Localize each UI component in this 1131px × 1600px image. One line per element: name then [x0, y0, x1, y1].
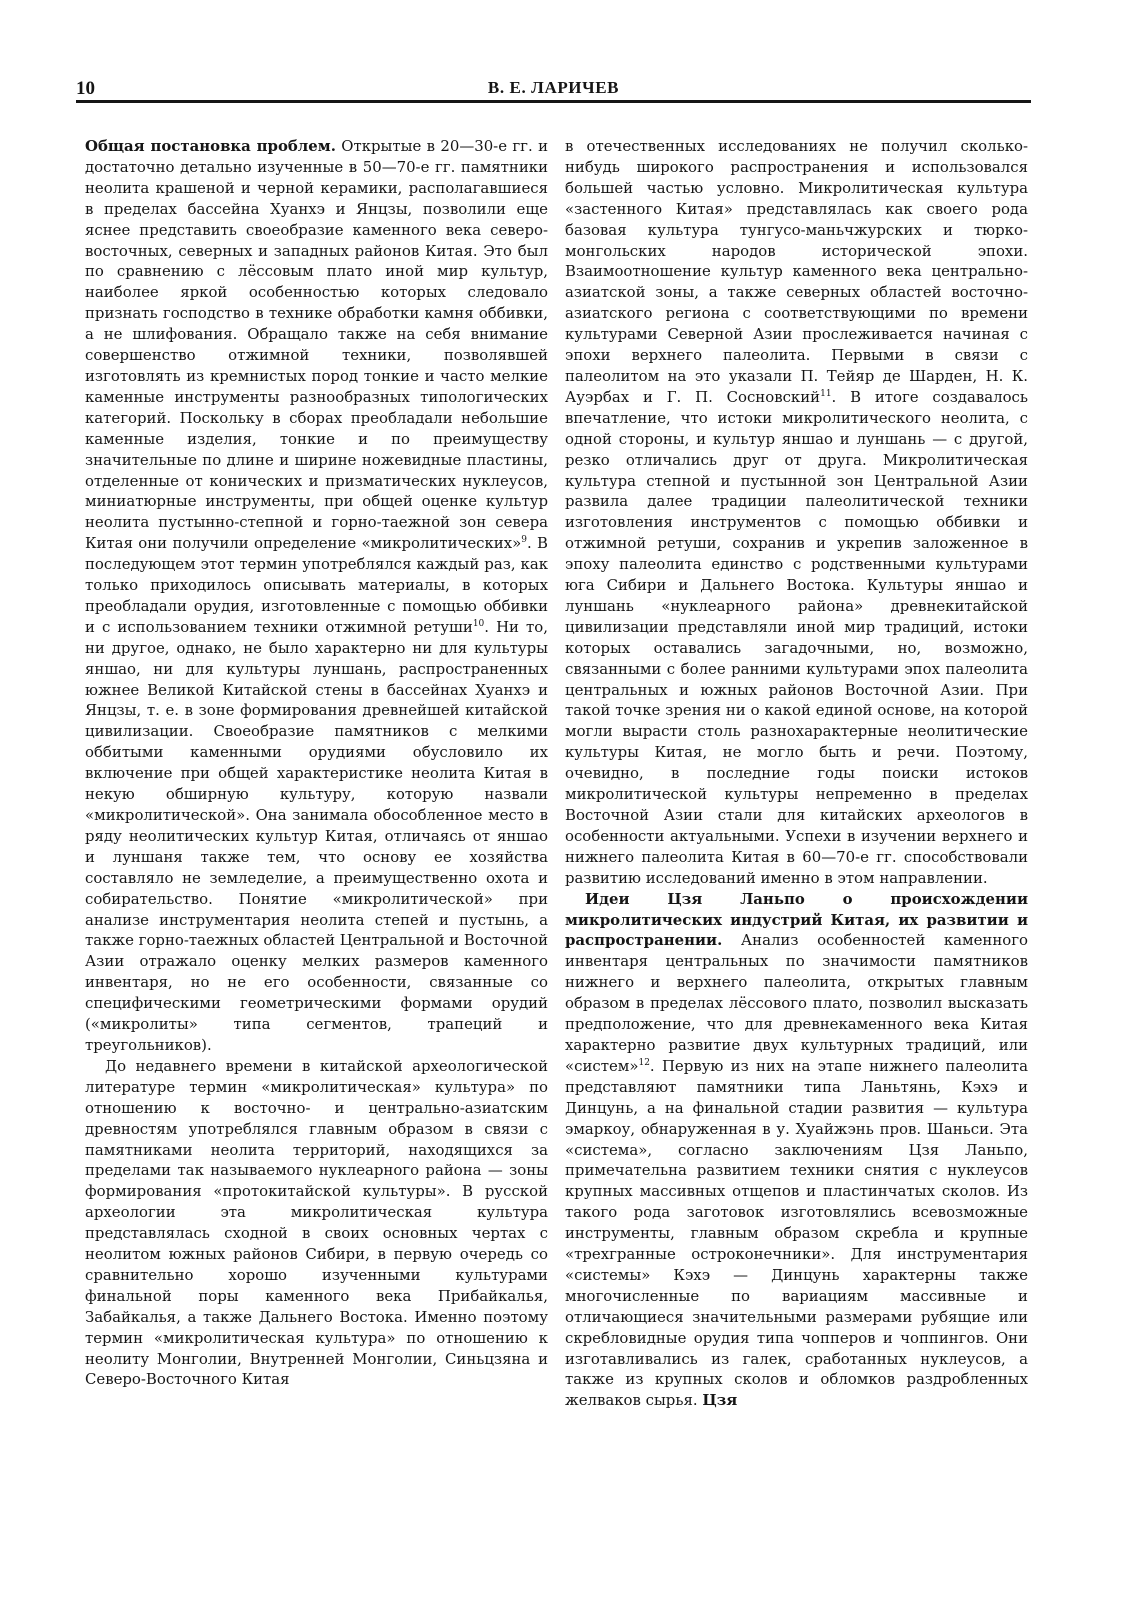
paragraph-text: . Ни то, ни другое, однако, не было характерно ни для культуры яншао, ни для культуры луншань, распространенных южнее Великой Китайской стены в бассейнах Хуанхэ и Янцзы, т. е. в зоне формирования древнейшей китайской цивилизации. Своеобразие памятников с мелкими оббитыми каменными орудиями обусловило их включение при общей характеристике неолита Китая в некую обширную культуру, которую назвали «микролитической». Она занимала обособленное место в ряду неолитических культур Китая, отличаясь от яншао и луншаня также тем, что основу ее хозяйства составляло не земледелие, а преимущественно охота и собирательство. Понятие «микролитической» при анализе инструментария неолита степей и пустынь, а также горно-таежных областей Центральной и Восточной Азии отражало оценку мелких размеров каменного инвентаря, но не его особенности, связанные со специфическими геометрическими формами орудий («микролиты» типа сегментов, трапеций и треугольников).	[85, 617, 548, 1054]
paragraph	[565, 889, 1028, 1412]
paragraph-text: . Первую из них на этапе нижнего палеолита представляют памятники типа Ланьтянь, Кэхэ и Динцунь, а на финальной стадии развития — культура эмаркоу, обнаруженная в у. Хуайжэнь пров. Шаньси. Эта «система», согласно заключениям Цзя Ланьпо, примечательна развитием техники снятия с нуклеусов крупных массивных отщепов и пластинчатых сколов. Из такого рода заготовок изготовлялись всевозможные инструменты, главным образом скребла и крупные «трехгранные остроконечники». Для инструментария «системы» Кэхэ — Динцунь характерны также многочисленные по вариациям массивные и отличающиеся значительными размерами рубящие или скребловидные орудия типа чопперов и чоппингов. Они изготавливались из галек, сработанных нуклеусов, а также из крупных сколов и обломков раздробленных желваков сырья.	[565, 1056, 1028, 1410]
right-column	[565, 136, 1028, 1411]
page-header	[76, 78, 1031, 100]
paragraph-text: . В итоге создавалось впечатление, что истоки микролитического неолита, с одной стороны, и культур яншао и луншань — с другой, резко отличались друг от друга. Микролитическая культура степной и пустынной зон Центральной Азии развила далее традиции палеолитической техники изготовления инструментов с помощью оббивки и отжимной ретуши, сохранив и укрепив заложенное в эпоху палеолита единство с родственными культурами юга Сибири и Дальнего Востока. Культуры яншао и луншань «нуклеарного района» древнекитайской цивилизации представляли иной мир традиций, истоки которых оставались загадочными, но, возможно, связанными с более ранними культурами эпох палеолита центральных и южных районов Восточной Азии. При такой точке зрения ни о какой единой основе, на которой могли вырасти столь разнохарактерные неолитические культуры Китая, не могло быть и речи. Поэтому, очевидно, в последние годы поиски истоков микролитической культуры непременно в пределах Восточной Азии стали для китайских археологов в особенности актуальными. Успехи в изучении верхнего и нижнего палеолита Китая в 60—70-е гг. способствовали развитию исследований именно в этом направлении.	[565, 387, 1028, 887]
paragraph	[85, 136, 548, 1056]
trailing-word: Цзя	[702, 1391, 738, 1410]
section-heading: Идеи Цзя Ланьпо о происхождении микролитических индустрий Китая, их развитии и распространении.	[565, 889, 1028, 950]
footnote-ref: 9	[521, 535, 527, 546]
header-rule	[76, 100, 1031, 103]
left-column	[85, 136, 548, 1390]
page-number: 10	[76, 78, 95, 99]
footnote-ref: 12	[638, 1057, 650, 1068]
section-heading: Общая постановка проблем.	[85, 137, 336, 155]
footnote-ref: 11	[820, 388, 832, 399]
paragraph: До недавнего времени в китайской археологической литературе термин «микролитическая» культура» по отношению к восточно- и центрально-азиатским древностям употреблялся главным образом в связи с памятниками неолита территорий, находящихся за пределами так называемого нуклеарного района — зоны формирования «протокитайской культуры». В русской археологии эта микролитическая культура представлялась сходной в своих основных чертах с неолитом южных районов Сибири, в первую очередь со сравнительно хорошо изученными культурами финальной поры каменного века Прибайкалья, Забайкалья, а также Дальнего Востока. Именно поэтому термин «микролитическая культура» по отношению к неолиту Монголии, Внутренней Монголии, Синьцзяна и Северо-Восточного Китая	[85, 1056, 548, 1389]
paragraph-text: Открытые в 20—30-е гг. и достаточно детально изученные в 50—70-е гг. памятники неолита крашеной и черной керамики, располагавшиеся в пределах бассейна Хуанхэ и Янцзы, позволили еще яснее представить своеобразие каменного века северо-восточных, северных и западных районов Китая. Это был по сравнению с лёссовым плато иной мир культур, наиболее яркой особенностью которых следовало признать господство в технике обработки камня оббивки, а не шлифования. Обращало также на себя внимание совершенство отжимной техники, позволявшей изготовлять из кремнистых пород тонкие и часто мелкие каменные инструменты разнообразных типологических категорий. Поскольку в сборах преобладали небольшие каменные изделия, тонкие и по преимуществу значительные по длине и ширине ножевидные пластины, отделенные от конических и призматических нуклеусов, миниатюрные инструменты, при общей оценке культур неолита пустынно-степной и горно-таежной зон севера Китая они получили определение «микролитических»	[85, 137, 549, 553]
running-head: В. Е. ЛАРИЧЕВ	[487, 78, 620, 97]
paragraph-text: Анализ особенностей каменного инвентаря центральных по значимости памятников нижнего и верхнего палеолита, открытых главным образом в пределах лёссового плато, позволил высказать предположение, что для древнекаменного века Китая характерно развитие двух культурных традиций, или «систем»	[565, 931, 1029, 1075]
paragraph-text: . В последующем этот термин употреблялся каждый раз, как только приходилось описывать материалы, в которых преобладали орудия, изготовленные с помощью оббивки и с использованием техники отжимной ретуши	[85, 534, 548, 636]
paragraph-text: в отечественных исследованиях не получил сколько-нибудь широкого распространения и использовался большей частью условно. Микролитическая культура «застенного Китая» представлялась как своего рода базовая культура тунгусо-маньчжурских и тюрко-монгольских народов исторической эпохи. Взаимоотношение культур каменного века центрально-азиатской зоны, а также северных областей восточно-азиатского региона с соответствующими по времени культурами Северной Азии прослеживается начиная с эпохи верхнего палеолита. Первыми в связи с палеолитом на это указали П. Тейяр де Шарден, Н. К. Ауэрбах и Г. П. Сосновский	[565, 137, 1028, 406]
paragraph	[565, 136, 1028, 889]
footnote-ref: 10	[472, 618, 485, 629]
